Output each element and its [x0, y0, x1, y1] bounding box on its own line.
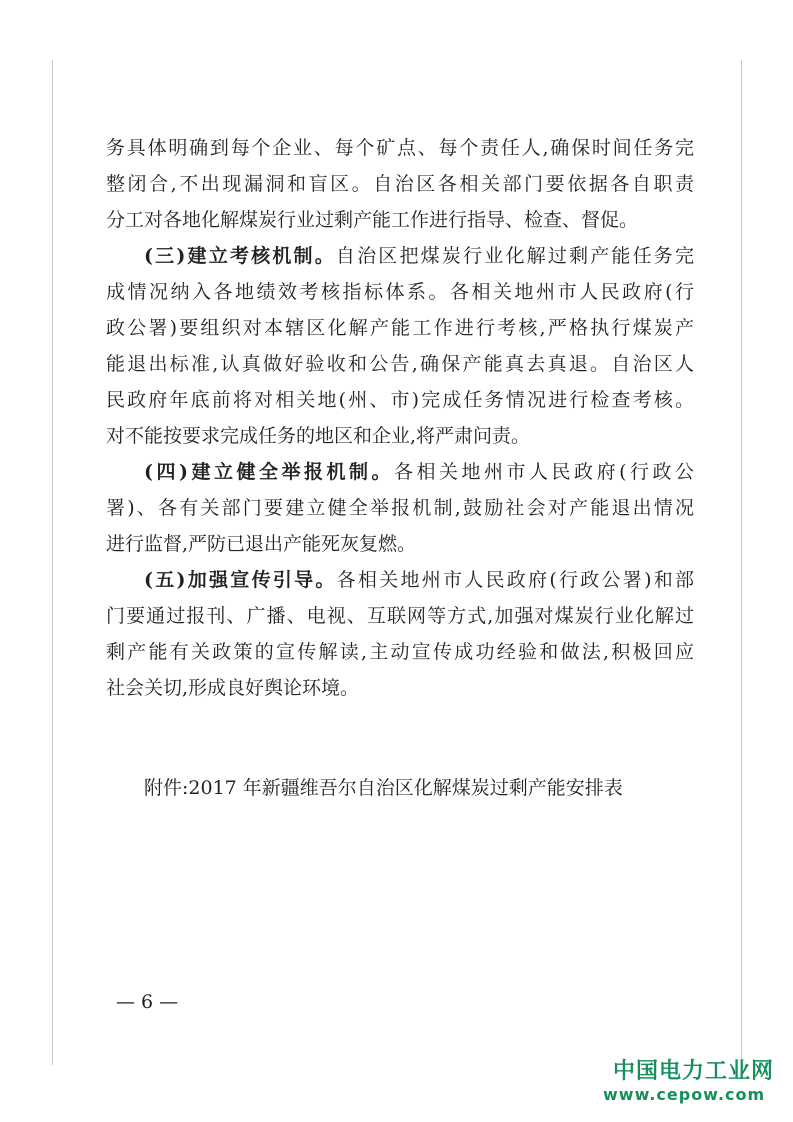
- attachment-note: 附件:2017 年新疆维吾尔自治区化解煤炭过剩产能安排表: [144, 777, 623, 799]
- right-margin-line: [741, 60, 742, 1065]
- body-line: 能退出标准,认真做好验收和公告,确保产能真去真退。自治区人: [106, 353, 694, 375]
- section-4-heading: (四)建立健全举报机制。: [144, 461, 395, 483]
- body-line: 对不能按要求完成任务的地区和企业,将严肃问责。: [106, 425, 531, 447]
- section-4-text: 各相关地州市人民政府(行政公: [394, 461, 694, 483]
- body-line: 进行监督,严防已退出产能死灰复燃。: [106, 533, 417, 555]
- section-5-heading: (五)加强宣传引导。: [144, 569, 337, 591]
- left-margin-line: [52, 60, 53, 1065]
- page-number: — 6 —: [116, 991, 179, 1013]
- document-body: [106, 130, 694, 706]
- body-line: 务具体明确到每个企业、每个矿点、每个责任人,确保时间任务完: [106, 137, 694, 159]
- body-line: 政公署)要组织对本辖区化解产能工作进行考核,严格执行煤炭产: [106, 317, 694, 339]
- body-line: 社会关切,形成良好舆论环境。: [106, 677, 360, 699]
- watermark-site-name: 中国电力工业网: [613, 1059, 775, 1084]
- section-5-text: 各相关地州市人民政府(行政公署)和部: [336, 569, 694, 591]
- body-line: 门要通过报刊、广播、电视、互联网等方式,加强对煤炭行业化解过: [106, 605, 694, 627]
- body-line: 成情况纳入各地绩效考核指标体系。各相关地州市人民政府(行: [106, 281, 694, 303]
- section-3-text: 自治区把煤炭行业化解过剩产能任务完: [335, 245, 694, 267]
- body-line: 分工对各地化解煤炭行业过剩产能工作进行指导、检查、督促。: [106, 209, 639, 231]
- watermark-site-url: www.cepow.com: [603, 1085, 766, 1104]
- section-4-first-line: [106, 454, 694, 490]
- section-5-first-line: [106, 562, 694, 598]
- body-line: 署)、各有关部门要建立健全举报机制,鼓励社会对产能退出情况: [106, 497, 694, 519]
- body-line: 剩产能有关政策的宣传解读,主动宣传成功经验和做法,积极回应: [106, 641, 694, 663]
- section-3-first-line: [106, 238, 694, 274]
- body-line: 整闭合,不出现漏洞和盲区。自治区各相关部门要依据各自职责: [106, 173, 694, 195]
- section-3-heading: (三)建立考核机制。: [144, 245, 336, 267]
- body-line: 民政府年底前将对相关地(州、市)完成任务情况进行检查考核。: [106, 389, 694, 411]
